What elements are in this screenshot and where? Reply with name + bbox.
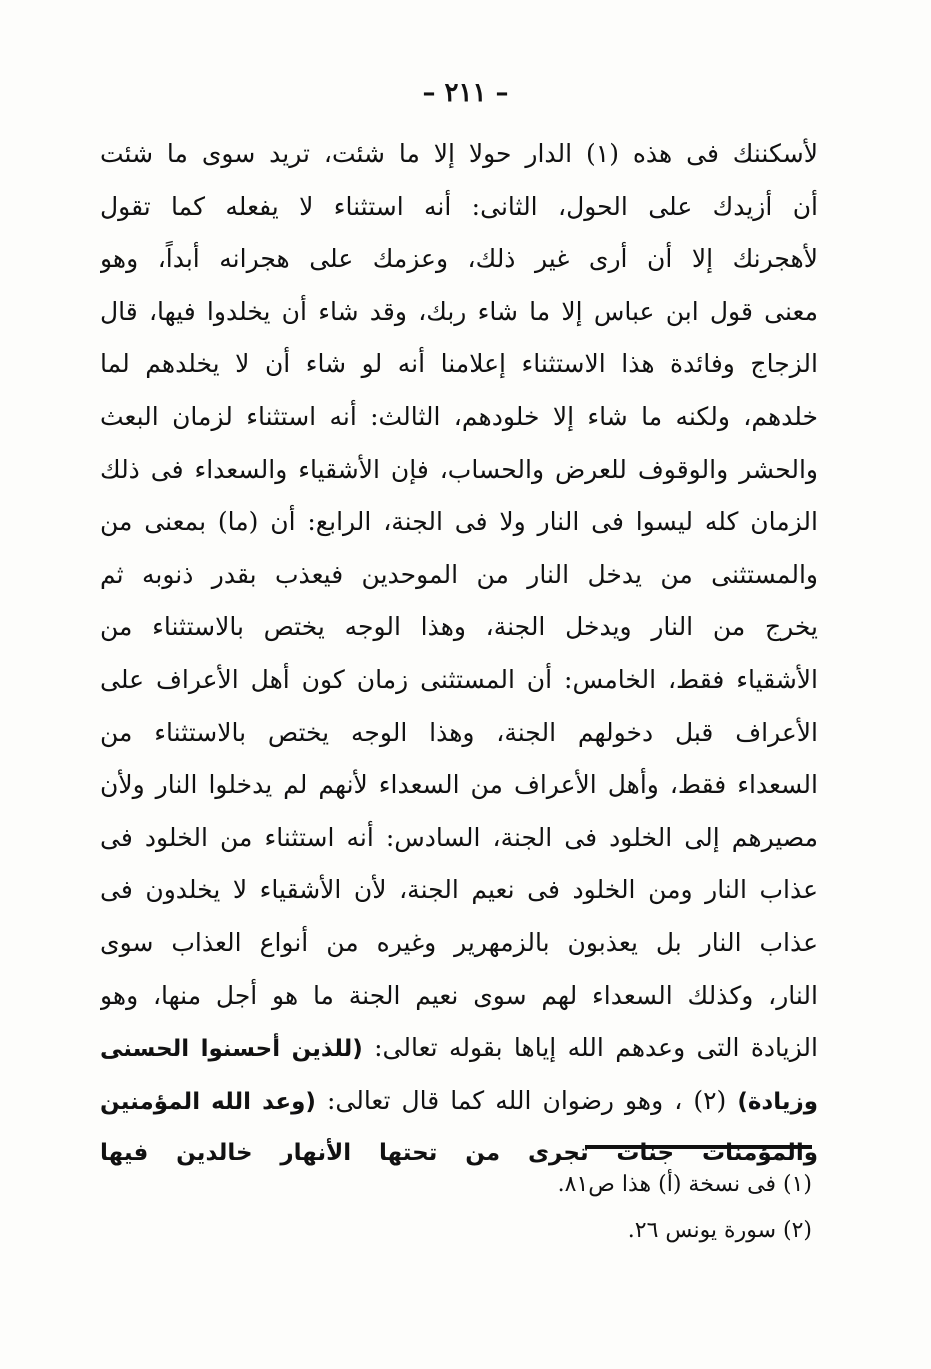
- footnote-divider: [585, 1145, 812, 1149]
- footnotes: [300, 1162, 812, 1254]
- text-line: الزمان كله ليسوا فى النار ولا فى الجنة، الرابع: أن (ما) بمعنى من: [100, 507, 818, 537]
- text-line: عذاب النار ومن الخلود فى نعيم الجنة، لأن الأشقياء لا يخلدون فى: [100, 875, 818, 905]
- quran-quote: (وعد الله المؤمنين: [100, 1088, 316, 1115]
- text-segment: الزيادة التى وعدهم الله إياها بقوله تعالى:: [374, 1033, 818, 1063]
- text-line-with-quran: [100, 1022, 818, 1075]
- text-line: السعداء فقط، وأهل الأعراف من السعداء لأنهم لم يدخلوا النار ولأن: [100, 770, 818, 800]
- main-text: [100, 128, 818, 1180]
- page-number: – ٢١١ –: [422, 78, 509, 108]
- text-line: عذاب النار بل يعذبون بالزمهرير وغيره من أنواع العذاب سوى: [100, 927, 818, 957]
- text-line: أن أزيدك على الحول، الثانى: أنه استثناء لا يفعله كما تقول: [100, 191, 818, 221]
- footnote-item: (١) فى نسخة (أ) هذا ص٨١.: [557, 1172, 812, 1197]
- text-line: النار، وكذلك السعداء لهم سوى نعيم الجنة ما هو أجل منها، وهو: [100, 980, 818, 1010]
- quran-quote-end: وزيادة): [737, 1088, 818, 1115]
- text-line: الأعراف قبل دخولهم الجنة، وهذا الوجه يختص بالاستثناء من: [100, 717, 818, 747]
- text-line: خلدهم، ولكنه ما شاء إلا خلودهم، الثالث: أنه استثناء لزمان البعث: [100, 401, 818, 431]
- text-line: والحشر والوقوف للعرض والحساب، فإن الأشقياء والسعداء فى ذلك: [100, 454, 818, 484]
- quran-quote: (للذين أحسنوا الحسنى: [100, 1036, 363, 1063]
- footnote-ref: (٢): [693, 1085, 727, 1115]
- text-line: الزجاج وفائدة هذا الاستثناء إعلامنا أنه لو شاء أن لا يخلدهم لما: [100, 349, 818, 379]
- text-line: لأسكننك فى هذه (١) الدار حولا إلا ما شئت، تريد سوى ما شئت: [100, 139, 818, 168]
- text-line: الأشقياء فقط، الخامس: أن المستثنى زمان كون أهل الأعراف على: [100, 664, 818, 694]
- text-line: لأهجرنك إلا أن أرى غير ذلك، وعزمك على هجرانه أبداً، وهو: [100, 244, 818, 274]
- text-line: والمستثنى من يدخل النار من الموحدين فيعذب بقدر ذنوبه ثم: [100, 559, 818, 589]
- text-segment: ، وهو رضوان الله كما قال تعالى:: [326, 1085, 683, 1115]
- text-line-with-quran: [100, 1075, 818, 1128]
- footnote-item: (٢) سورة يونس ٢٦.: [627, 1218, 812, 1243]
- text-line: يخرج من النار ويدخل الجنة، وهذا الوجه يختص بالاستثناء من: [100, 612, 818, 642]
- quran-quote-line: والمؤمنات جنات تجرى من تحتها الأنهار خالدين فيها: [100, 1140, 818, 1167]
- text-line: معنى قول ابن عباس إلا ما شاء ربك، وقد شاء أن يخلدوا فيها، قال: [100, 296, 818, 326]
- text-line: مصيرهم إلى الخلود فى الجنة، السادس: أنه استثناء من الخلود فى: [100, 822, 818, 852]
